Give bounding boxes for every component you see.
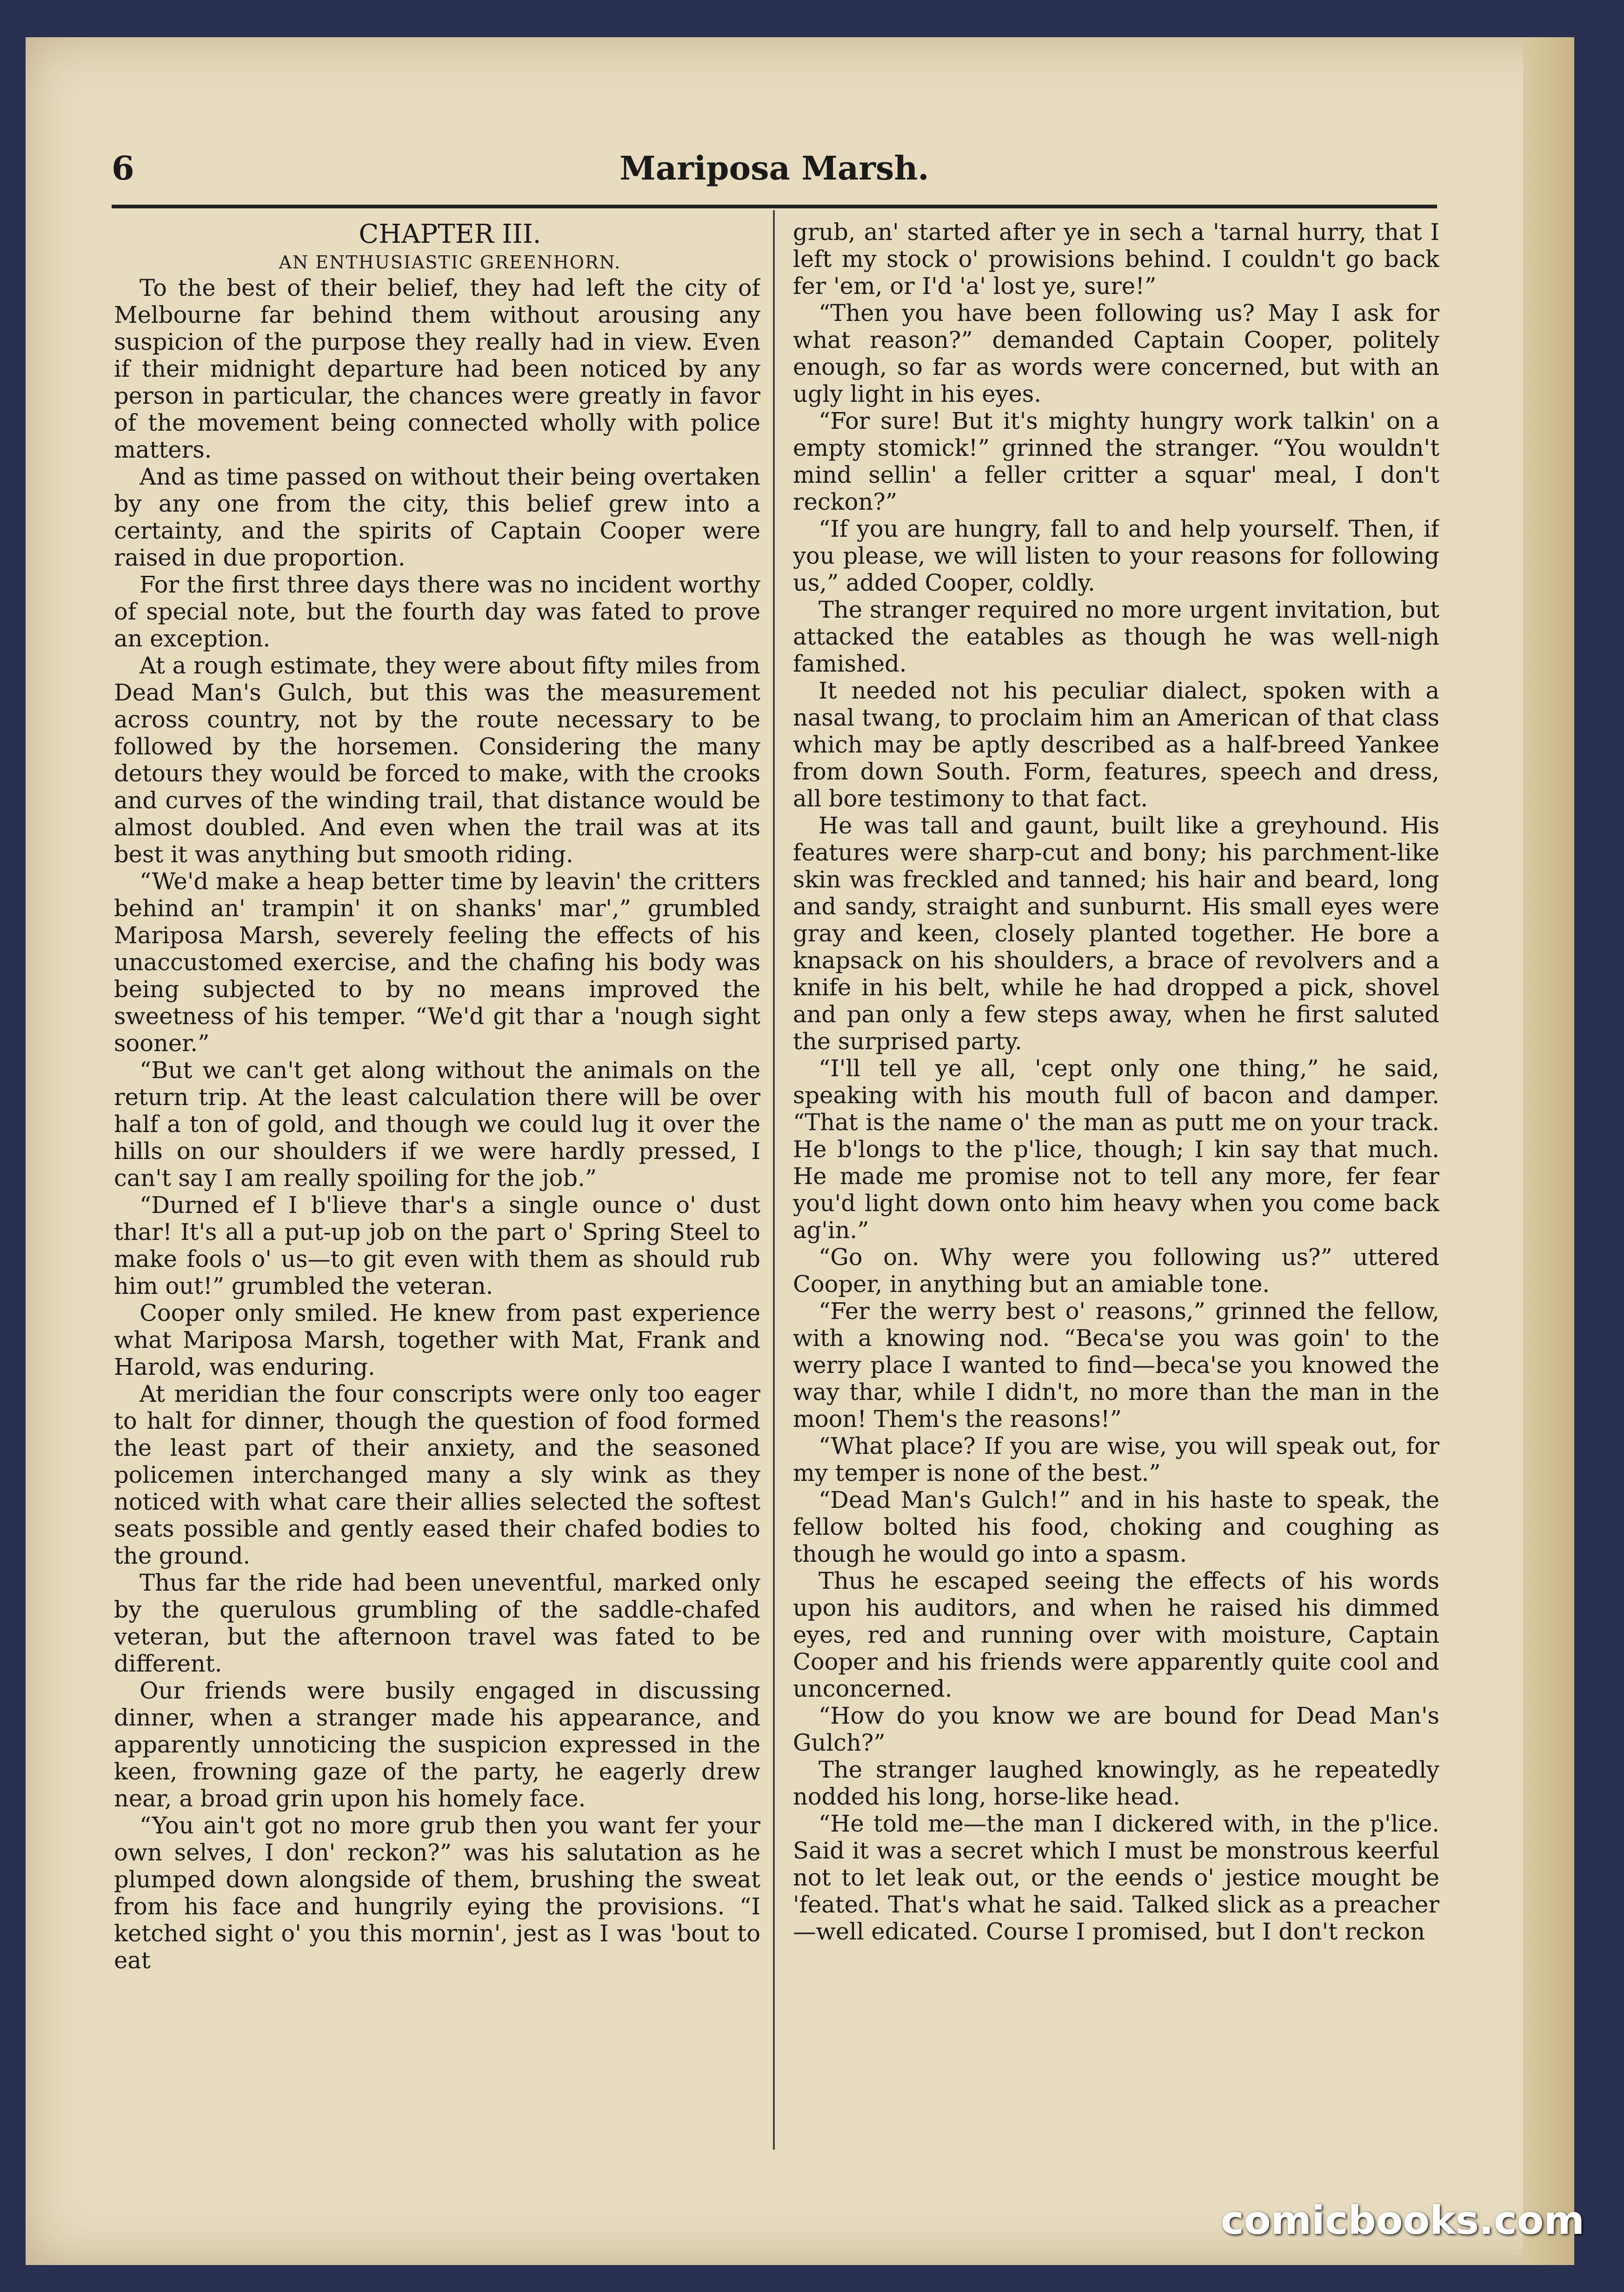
paragraph-continuation: grub, an' started after ye in sech a 'tarnal hurry, that I left my stock o' prowisions behind. I couldn't go back fer 'em, or I'd 'a' lost ye, sure!” <box>793 219 1439 300</box>
header-rule <box>112 205 1437 208</box>
chapter-subtitle: AN ENTHUSIASTIC GREENHORN. <box>279 252 621 273</box>
chapter-title: CHAPTER III. <box>359 219 541 249</box>
paragraph: Cooper only smiled. He knew from past experience what Mariposa Marsh, together with Mat, Frank and Harold, was enduring. <box>114 1299 760 1380</box>
paragraph: “Fer the werry best o' reasons,” grinned the fellow, with a knowing nod. “Beca'se you was goin' to the werry place I wanted to find—beca'se you knowed the way thar, while I didn't, no more than the man in the moon! Them's the reasons!” <box>793 1298 1439 1432</box>
page-header <box>112 140 1437 195</box>
paragraph: “Dead Man's Gulch!” and in his haste to speak, the fellow bolted his food, choking and coughing as though he would go into a spasm. <box>793 1486 1439 1567</box>
left-column <box>114 219 760 2158</box>
running-title: Mariposa Marsh. <box>619 149 929 187</box>
paragraph: To the best of their belief, they had left the city of Melbourne far behind them without arousing any suspicion of the purpose they really had in view. Even if their midnight departure had been noticed by any person in particular, the chances were greatly in favor of the movement being connected wholly with police matters. <box>114 274 760 463</box>
paragraph: “If you are hungry, fall to and help yourself. Then, if you please, we will listen to your reasons for following us,” added Cooper, coldly. <box>793 515 1439 596</box>
paragraph: He was tall and gaunt, built like a greyhound. His features were sharp-cut and bony; his parchment-like skin was freckled and tanned; his hair and beard, long and sandy, straight and sunburnt. His small eyes were gray and keen, closely planted together. He bore a knapsack on his shoulders, a brace of revolvers and a knife in his belt, while he had dropped a pick, shovel and pan only a few steps away, when he first saluted the surprised party. <box>793 812 1439 1055</box>
page-number: 6 <box>112 149 134 187</box>
column-divider <box>773 210 775 2150</box>
page-spine <box>1523 37 1574 2265</box>
paragraph: The stranger required no more urgent invitation, but attacked the eatables as though he was well-nigh famished. <box>793 596 1439 677</box>
paragraph: “For sure! But it's mighty hungry work talkin' on a empty stomick!” grinned the stranger. “You wouldn't mind sellin' a feller critter a squar' meal, I don't reckon?” <box>793 407 1439 515</box>
paragraph: “But we can't get along without the animals on the return trip. At the least calculation there will be over half a ton of gold, and though we could lug it over the hills on our shoulders if we were hardly pressed, I can't say I am really spoiling for the job.” <box>114 1057 760 1192</box>
right-column <box>793 219 1439 2158</box>
paragraph: Thus he escaped seeing the effects of his words upon his auditors, and when he raised his dimmed eyes, red and running over with moisture, Captain Cooper and his friends were apparently quite cool and unconcerned. <box>793 1567 1439 1702</box>
paragraph: At meridian the four conscripts were only too eager to halt for dinner, though the question of food formed the least part of their anxiety, and the seasoned policemen interchanged many a sly wink as they noticed with what care their allies selected the softest seats possible and gently eased their chafed bodies to the ground. <box>114 1380 760 1569</box>
paragraph: “We'd make a heap better time by leavin' the critters behind an' trampin' it on shanks' mar',” grumbled Mariposa Marsh, severely feeling the effects of his unaccustomed exercise, and the chafing his body was being subjected to by no means improved the sweetness of his temper. “We'd git thar a 'nough sight sooner.” <box>114 868 760 1057</box>
paragraph: “He told me—the man I dickered with, in the p'lice. Said it was a secret which I must be monstrous keerful not to let leak out, or the eends o' jestice mought be 'feated. That's what he said. Talked slick as a preacher—well edicated. Course I promised, but I don't reckon <box>793 1810 1439 1945</box>
paragraph: Our friends were busily engaged in discussing dinner, when a stranger made his appearance, and apparently unnoticing the suspicion expressed in the keen, frowning gaze of the party, he eagerly drew near, a broad grin upon his homely face. <box>114 1677 760 1812</box>
paragraph: For the first three days there was no incident worthy of special note, but the fourth day was fated to prove an exception. <box>114 571 760 652</box>
paragraph: And as time passed on without their being overtaken by any one from the city, this belief grew into a certainty, and the spirits of Captain Cooper were raised in due proportion. <box>114 463 760 571</box>
paragraph: “You ain't got no more grub then you want fer your own selves, I don' reckon?” was his salutation as he plumped down alongside of them, brushing the sweat from his face and hungrily eying the provisions. “I ketched sight o' you this mornin', jest as I was 'bout to eat <box>114 1812 760 1974</box>
paragraph: “What place? If you are wise, you will speak out, for my temper is none of the best.” <box>793 1432 1439 1486</box>
watermark: comicbooks.com <box>1221 2198 1584 2243</box>
paragraph: “Durned ef I b'lieve thar's a single ounce o' dust thar! It's all a put-up job on the part o' Spring Steel to make fools o' us—to git even with them as should rub him out!” grumbled the veteran. <box>114 1192 760 1299</box>
paragraph: It needed not his peculiar dialect, spoken with a nasal twang, to proclaim him an American of that class which may be aptly described as a half-breed Yankee from down South. Form, features, speech and dress, all bore testimony to that fact. <box>793 677 1439 812</box>
paragraph: At a rough estimate, they were about fifty miles from Dead Man's Gulch, but this was the measurement across country, not by the route necessary to be followed by the horsemen. Considering the many detours they would be forced to make, with the crooks and curves of the winding trail, that distance would be almost doubled. And even when the trail was at its best it was anything but smooth riding. <box>114 652 760 868</box>
paragraph: The stranger laughed knowingly, as he repeatedly nodded his long, horse-like head. <box>793 1756 1439 1810</box>
paragraph: “Then you have been following us? May I ask for what reason?” demanded Captain Cooper, politely enough, so far as words were concerned, but with an ugly light in his eyes. <box>793 300 1439 407</box>
paragraph: “How do you know we are bound for Dead Man's Gulch?” <box>793 1702 1439 1756</box>
paragraph: Thus far the ride had been uneventful, marked only by the querulous grumbling of the saddle-chafed veteran, but the afternoon travel was fated to be different. <box>114 1569 760 1677</box>
paragraph: “Go on. Why were you following us?” uttered Cooper, in anything but an amiable tone. <box>793 1244 1439 1298</box>
paragraph: “I'll tell ye all, 'cept only one thing,” he said, speaking with his mouth full of bacon and damper. “That is the name o' the man as putt me on your track. He b'longs to the p'lice, though; I kin say that much. He made me promise not to tell any more, fer fear you'd light down onto him heavy when you come back ag'in.” <box>793 1055 1439 1244</box>
